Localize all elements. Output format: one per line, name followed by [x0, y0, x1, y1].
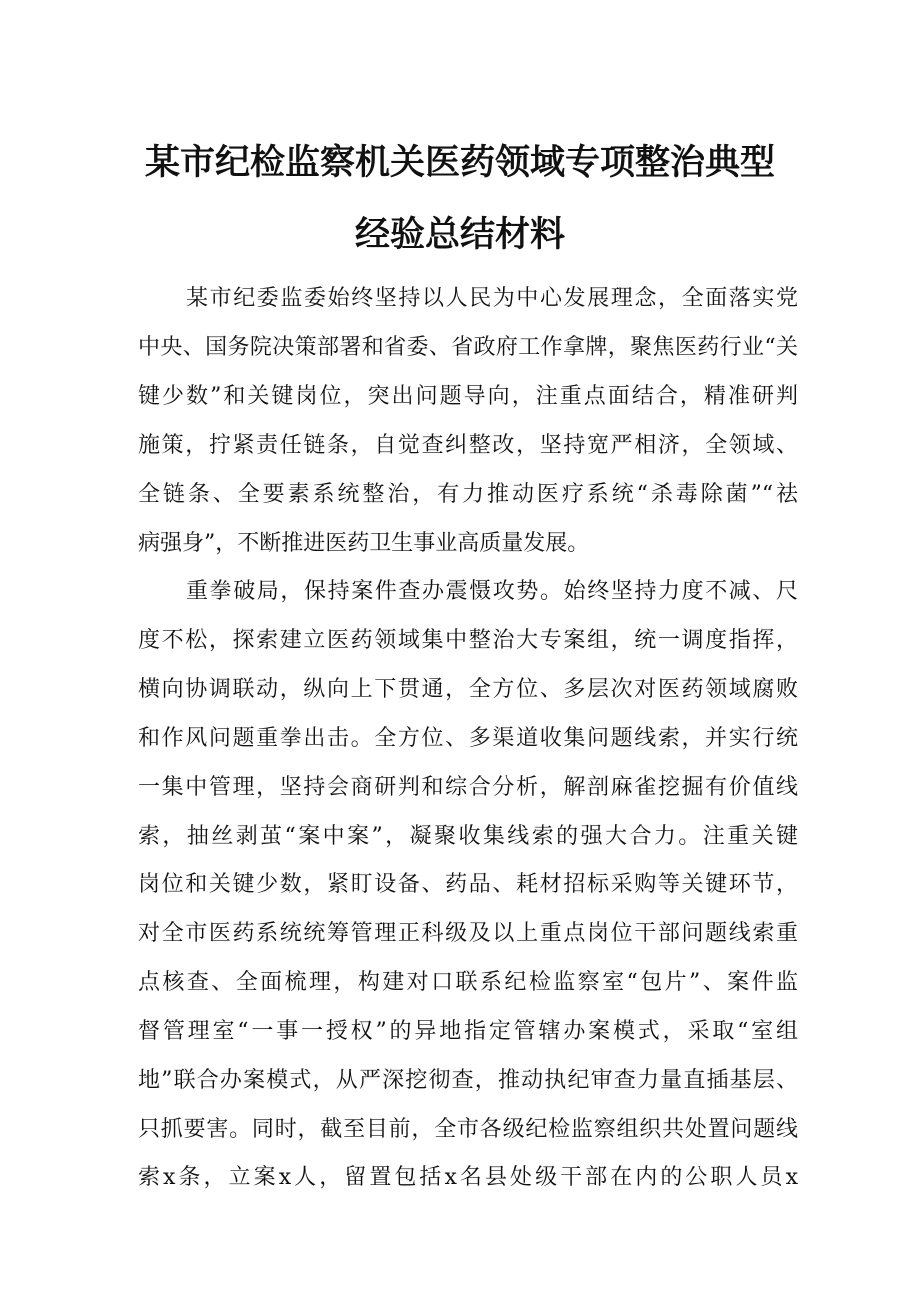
- paragraph-line: 索，抽丝剥茧“案中案”，凝聚收集线索的强大合力。注重关键: [138, 824, 798, 849]
- paragraph-line: 对全市医药系统统筹管理正科级及以上重点岗位干部问题线索重: [138, 921, 798, 946]
- paragraph-line: 点核查、全面梳理，构建对口联系纪检监察室“包片”、案件监: [138, 970, 798, 995]
- paragraph-line: 键少数”和关键岗位，突出问题导向，注重点面结合，精准研判: [138, 384, 798, 409]
- paragraph-line: 只抓要害。同时，截至目前，全市各级纪检监察组织共处置问题线: [138, 1117, 798, 1142]
- paragraph-line: 索x条，立案x人，留置包括x名县处级干部在内的公职人员x: [138, 1165, 798, 1190]
- paragraph-line: 病强身”，不断推进医药卫生事业高质量发展。: [138, 531, 590, 556]
- document-title-line-2: 经验总结材料: [354, 215, 565, 255]
- paragraph-line: 重拳破局，保持案件查办震慑攻势。始终坚持力度不减、尺: [186, 579, 798, 604]
- paragraph-line: 度不松，探索建立医药领域集中整治大专案组，统一调度指挥，: [138, 628, 798, 653]
- paragraph-line: 全链条、全要素系统整治，有力推动医疗系统“杀毒除菌”“祛: [138, 482, 798, 507]
- paragraph-line: 一集中管理，坚持会商研判和综合分析，解剖麻雀挖掘有价值线: [138, 775, 798, 800]
- document-title-line-1: 某市纪检监察机关医药领域专项整治典型: [144, 143, 775, 183]
- paragraph-line: 和作风问题重拳出击。全方位、多渠道收集问题线索，并实行统: [138, 726, 798, 751]
- paragraph-line: 中央、国务院决策部署和省委、省政府工作拿牌，聚焦医药行业“关: [138, 335, 798, 360]
- paragraph-line: 地”联合办案模式，从严深挖彻查，推动执纪审查力量直插基层、: [138, 1068, 798, 1093]
- paragraph-line: 施策，拧紧责任链条，自觉查纠整改，坚持宽严相济，全领域、: [138, 433, 798, 458]
- paragraph-line: 横向协调联动，纵向上下贯通，全方位、多层次对医药领域腐败: [138, 677, 798, 702]
- paragraph-line: 某市纪委监委始终坚持以人民为中心发展理念，全面落实党: [186, 286, 798, 311]
- paragraph-line: 岗位和关键少数，紧盯设备、药品、耗材招标采购等关键环节，: [138, 872, 798, 897]
- paragraph-line: 督管理室“一事一授权”的异地指定管辖办案模式，采取“室组: [138, 1019, 798, 1044]
